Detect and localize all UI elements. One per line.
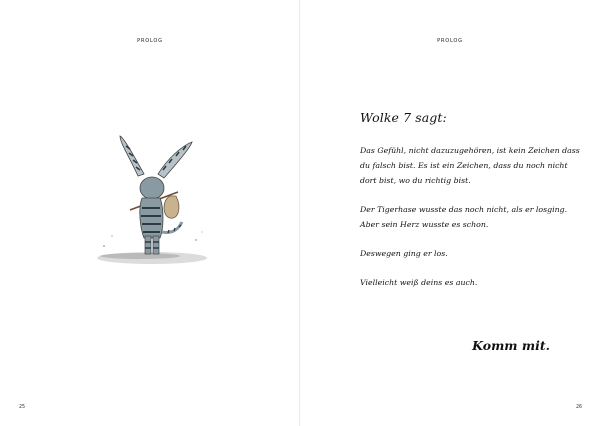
ground-wash [100,253,180,259]
right-leg [153,236,159,254]
right-ear [158,142,192,178]
left-leg [145,236,151,254]
tiger-hare-illustration [82,128,222,278]
bindle-sack [164,196,179,218]
paragraph: Vielleicht weiß deins es auch. [360,278,478,287]
signoff: Komm mit. [472,338,550,353]
tail [162,222,182,233]
prolog-text [360,110,585,304]
running-head-right: PROLOG [437,38,463,44]
page-number-right: 26 [575,404,582,410]
page-number-left: 25 [19,404,26,410]
paragraph: Der Tigerhase wusste das noch nicht, als er losging. Aber sein Herz wusste es schon. [360,205,568,229]
paragraph: Deswegen ging er los. [360,249,448,258]
right-page [300,0,600,426]
heading: Wolke 7 sagt: [360,110,447,125]
paragraph: Das Gefühl, nicht dazuzugehören, ist kein Zeichen dass du falsch bist. Es ist ein Zeichen, dass du noch nicht dort bist, wo du richtig bist. [360,146,580,185]
head [140,177,164,199]
running-head-left: PROLOG [137,38,163,44]
